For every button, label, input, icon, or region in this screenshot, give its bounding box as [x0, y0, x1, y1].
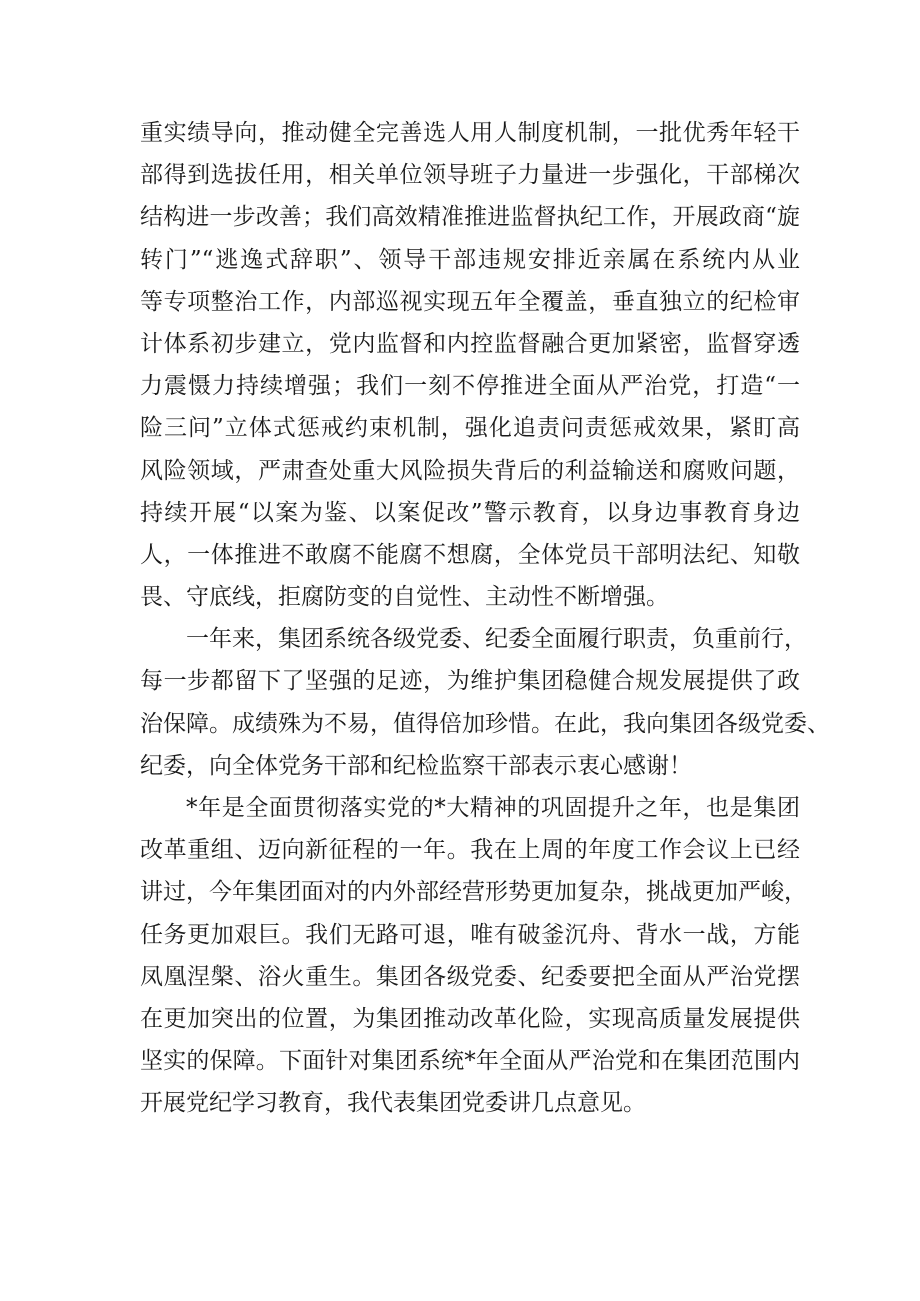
paragraph-line: *年是全面贯彻落实党的*大精神的巩固提升之年，也是集团: [186, 795, 800, 821]
paragraph-line: 一年来，集团系统各级党委、纪委全面履行职责，负重前行，: [186, 626, 807, 653]
paragraph-line: 持续开展“以案为鉴、以案促改”警示教育，以身边事教育身边: [140, 499, 800, 526]
paragraph-3: [140, 787, 807, 1125]
paragraph-line: 纪委，向全体党务干部和纪检监察干部表示衷心感谢！: [140, 752, 692, 779]
paragraph-line: 畏、守底线，拒腐防变的自觉性、主动性不断增强。: [140, 584, 669, 611]
paragraph-1: [140, 112, 800, 618]
paragraph-line: 结构进一步改善；我们高效精准推进监督执纪工作，开展政商“旋: [140, 204, 800, 231]
paragraph-line: 险三问”立体式惩戒约束机制，强化追责问责惩戒效果，紧盯高: [140, 415, 800, 442]
paragraph-line: 开展党纪学习教育，我代表集团党委讲几点意见。: [140, 1090, 646, 1117]
paragraph-line: 治保障。成绩殊为不易，值得倍加珍惜。在此，我向集团各级党委、: [140, 710, 830, 737]
paragraph-line: 任务更加艰巨。我们无路可退，唯有破釜沉舟、背水一战，方能: [140, 921, 800, 948]
paragraph-2: [140, 618, 830, 787]
paragraph-line: 计体系初步建立，党内监督和内控监督融合更加紧密，监督穿透: [140, 330, 800, 357]
paragraph-line: 重实绩导向，推动健全完善选人用人制度机制，一批优秀年轻干: [140, 120, 800, 146]
paragraph-line: 凤凰涅槃、浴火重生。集团各级党委、纪委要把全面从严治党摆: [140, 963, 800, 990]
paragraph-line: 风险领域，严肃查处重大风险损失背后的利益输送和腐败问题，: [140, 457, 800, 484]
paragraph-line: 每一步都留下了坚强的足迹，为维护集团稳健合规发展提供了政: [140, 668, 800, 695]
paragraph-line: 转门”“逃逸式辞职”、领导干部违规安排近亲属在系统内从业: [140, 246, 800, 273]
paragraph-line: 在更加突出的位置，为集团推动改革化险，实现高质量发展提供: [140, 1005, 800, 1032]
paragraph-line: 人，一体推进不敢腐不能腐不想腐，全体党员干部明法纪、知敬: [140, 541, 800, 568]
paragraph-line: 力震慑力持续增强；我们一刻不停推进全面从严治党，打造“一: [140, 373, 800, 400]
paragraph-line: 坚实的保障。下面针对集团系统*年全面从严治党和在集团范围内: [140, 1048, 800, 1075]
paragraph-line: 改革重组、迈向新征程的一年。我在上周的年度工作会议上已经: [140, 837, 800, 864]
document-body: [140, 112, 830, 1125]
paragraph-line: 等专项整治工作，内部巡视实现五年全覆盖，垂直独立的纪检审: [140, 288, 800, 315]
paragraph-line: 讲过，今年集团面对的内外部经营形势更加复杂，挑战更加严峻，: [140, 879, 807, 906]
paragraph-line: 部得到选拔任用，相关单位领导班子力量进一步强化，干部梯次: [140, 162, 800, 189]
